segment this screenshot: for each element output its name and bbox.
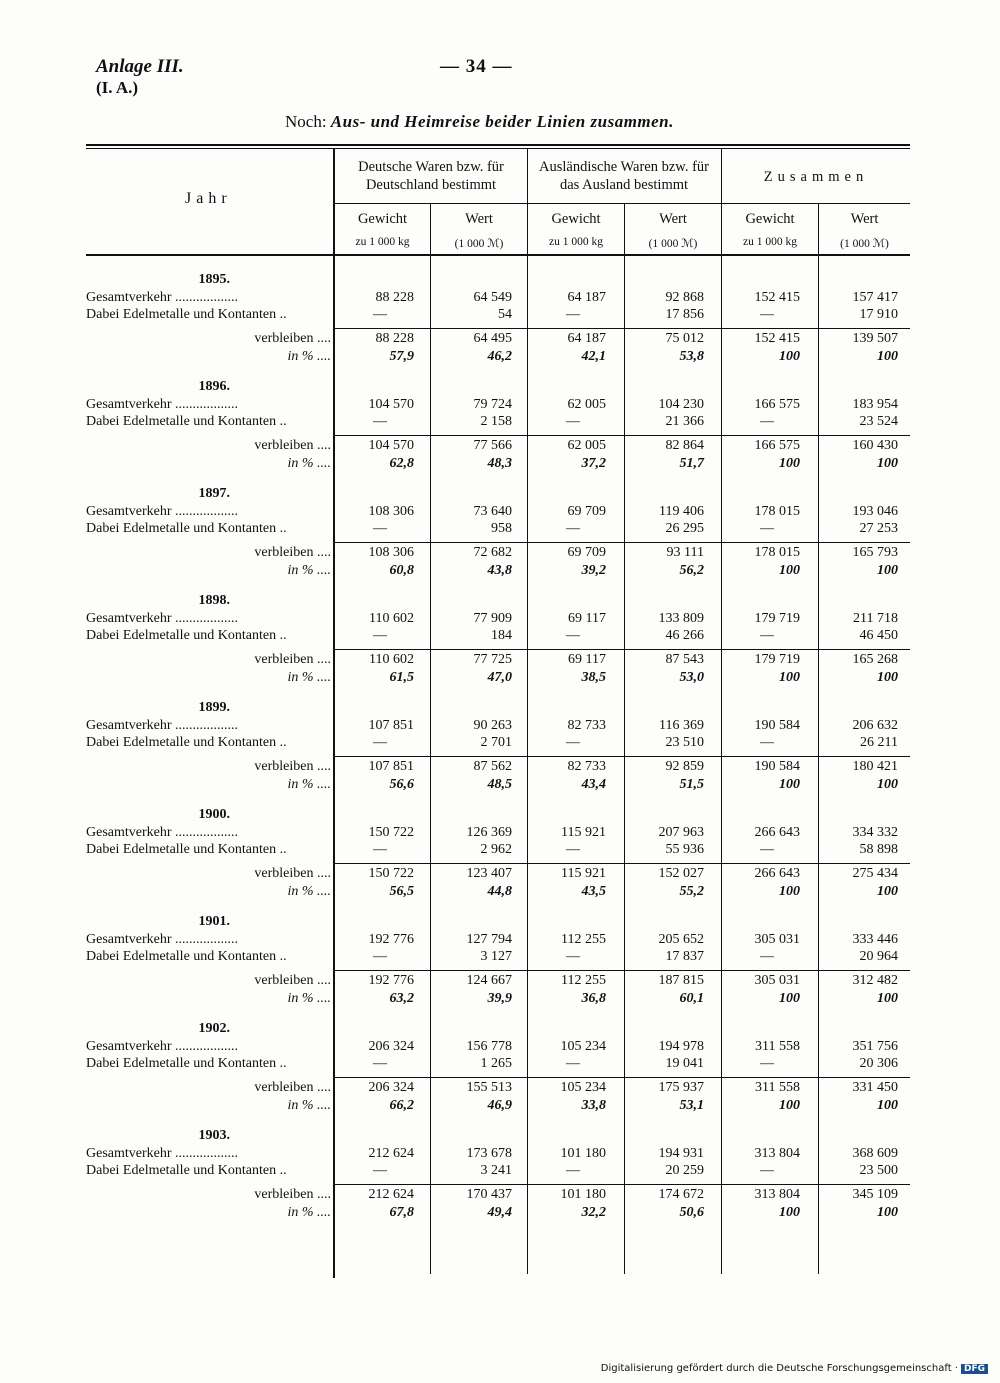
table-cell: 55,2 <box>679 884 704 899</box>
table-cell: 33,8 <box>581 1098 606 1113</box>
table-cell: 93 111 <box>666 545 704 560</box>
row-label-gesamt: Gesamtverkehr .................. <box>86 290 239 305</box>
table-cell: — <box>373 521 387 536</box>
table-cell: — <box>373 414 387 429</box>
table-cell: 104 230 <box>658 397 704 412</box>
table-cell: 126 369 <box>466 825 512 840</box>
table-cell: 72 682 <box>473 545 512 560</box>
table-cell: 79 724 <box>473 397 512 412</box>
table-cell: 53,0 <box>679 670 704 685</box>
row-label-pct: in % .... <box>287 1098 331 1113</box>
row-label-dabei: Dabei Edelmetalle und Kontanten .. <box>86 1056 287 1071</box>
table-cell: 174 672 <box>658 1187 704 1202</box>
table-cell: 100 <box>779 1205 800 1220</box>
table-cell: 194 978 <box>658 1039 704 1054</box>
table-cell: — <box>760 1163 774 1178</box>
table-cell: 60,8 <box>389 563 414 578</box>
table-cell: 75 012 <box>665 331 704 346</box>
table-cell: 173 678 <box>466 1146 512 1161</box>
table-cell: 206 632 <box>852 718 898 733</box>
header-bottom-rule <box>86 254 910 256</box>
column-header-2: Gewicht <box>551 211 601 227</box>
row-label-gesamt: Gesamtverkehr .................. <box>86 1146 239 1161</box>
table-cell: 36,8 <box>581 991 606 1006</box>
row-label-verbleiben: verbleiben .... <box>254 1080 331 1095</box>
row-label-verbleiben: verbleiben .... <box>254 759 331 774</box>
table-cell: 90 263 <box>473 718 512 733</box>
table-cell: 175 937 <box>658 1080 704 1095</box>
table-cell: — <box>566 628 580 643</box>
table-cell: 206 324 <box>368 1080 414 1095</box>
table-cell: 139 507 <box>852 331 898 346</box>
table-cell: 62,8 <box>389 456 414 471</box>
column-header-5: Wert <box>850 211 879 227</box>
table-cell: 82 733 <box>567 759 606 774</box>
table-cell: 69 117 <box>568 611 606 626</box>
group-header-foreign: Ausländische Waren bzw. für das Ausland bestimmt <box>539 159 709 193</box>
table-cell: 190 584 <box>754 718 800 733</box>
table-cell: 165 268 <box>852 652 898 667</box>
table-cell: 100 <box>877 777 898 792</box>
table-cell: 26 295 <box>665 521 704 536</box>
table-cell: — <box>760 949 774 964</box>
table-cell: 100 <box>877 991 898 1006</box>
table-cell: 17 856 <box>665 307 704 322</box>
row-label-pct: in % .... <box>287 991 331 1006</box>
table-cell: 193 046 <box>852 504 898 519</box>
table-cell: 104 570 <box>368 438 414 453</box>
table-cell: 183 954 <box>852 397 898 412</box>
row-label-verbleiben: verbleiben .... <box>254 866 331 881</box>
row-label-dabei: Dabei Edelmetalle und Kontanten .. <box>86 307 287 322</box>
table-cell: 19 041 <box>665 1056 704 1071</box>
table-cell: 345 109 <box>852 1187 898 1202</box>
table-cell: 51,5 <box>679 777 704 792</box>
table-cell: — <box>373 735 387 750</box>
table-cell: 192 776 <box>368 932 414 947</box>
table-cell: 115 921 <box>561 866 606 881</box>
table-cell: 2 158 <box>480 414 512 429</box>
table-cell: 105 234 <box>560 1080 606 1095</box>
row-label-dabei: Dabei Edelmetalle und Kontanten .. <box>86 521 287 536</box>
table-cell: 100 <box>779 456 800 471</box>
table-cell: 112 255 <box>561 973 606 988</box>
row-label-verbleiben: verbleiben .... <box>254 1187 331 1202</box>
row-label-pct: in % .... <box>287 670 331 685</box>
table-cell: 170 437 <box>466 1187 512 1202</box>
subtotal-rule <box>335 649 910 650</box>
table-cell: — <box>760 521 774 536</box>
footer-text: Digitalisierung gefördert durch die Deutsche Forschungsgemeinschaft · <box>600 1363 958 1374</box>
row-label-dabei: Dabei Edelmetalle und Kontanten .. <box>86 949 287 964</box>
row-label-pct: in % .... <box>287 456 331 471</box>
subtotal-rule <box>335 542 910 543</box>
table-cell: 115 921 <box>561 825 606 840</box>
year-heading: 1903. <box>198 1128 230 1143</box>
table-cell: 150 722 <box>368 825 414 840</box>
table-cell: 21 366 <box>665 414 704 429</box>
table-cell: 26 211 <box>860 735 898 750</box>
year-heading: 1901. <box>198 914 230 929</box>
table-cell: 152 027 <box>658 866 704 881</box>
table-cell: 56,5 <box>389 884 414 899</box>
table-cell: 334 332 <box>852 825 898 840</box>
table-cell: 108 306 <box>368 545 414 560</box>
table-cell: 100 <box>877 456 898 471</box>
table-cell: — <box>566 414 580 429</box>
table-cell: 112 255 <box>561 932 606 947</box>
table-cell: 212 624 <box>368 1187 414 1202</box>
table-cell: 1 265 <box>480 1056 512 1071</box>
table-cell: 64 495 <box>473 331 512 346</box>
table-cell: 39,9 <box>487 991 512 1006</box>
table-cell: — <box>566 949 580 964</box>
table-cell: 49,4 <box>487 1205 512 1220</box>
table-cell: 152 415 <box>754 290 800 305</box>
column-unit-3: (1 000 ℳ) <box>648 238 698 250</box>
row-label-gesamt: Gesamtverkehr .................. <box>86 504 239 519</box>
table-cell: 44,8 <box>487 884 512 899</box>
table-top-rule <box>86 144 910 146</box>
table-cell: 2 962 <box>480 842 512 857</box>
table-cell: — <box>373 628 387 643</box>
table-cell: 368 609 <box>852 1146 898 1161</box>
row-label-gesamt: Gesamtverkehr .................. <box>86 397 239 412</box>
group-header-total: Zusammen <box>763 169 869 185</box>
table-cell: 61,5 <box>389 670 414 685</box>
table-cell: 64 187 <box>567 290 606 305</box>
table-cell: 88 228 <box>375 331 414 346</box>
table-cell: 100 <box>779 349 800 364</box>
appendix-sublabel: (I. A.) <box>96 78 139 97</box>
table-cell: — <box>373 1163 387 1178</box>
table-cell: 56,2 <box>679 563 704 578</box>
table-cell: 38,5 <box>581 670 606 685</box>
table-cell: 43,8 <box>487 563 512 578</box>
table-cell: 3 127 <box>480 949 512 964</box>
table-cell: — <box>566 1163 580 1178</box>
table-cell: 190 584 <box>754 759 800 774</box>
table-cell: — <box>566 307 580 322</box>
table-cell: 60,1 <box>679 991 704 1006</box>
table-cell: 43,5 <box>581 884 606 899</box>
column-header-3: Wert <box>659 211 687 227</box>
table-cell: 77 566 <box>473 438 512 453</box>
table-cell: 64 187 <box>567 331 606 346</box>
table-cell: 48,3 <box>487 456 512 471</box>
table-cell: — <box>760 1056 774 1071</box>
table-cell: 53,8 <box>679 349 704 364</box>
table-cell: 101 180 <box>560 1146 606 1161</box>
subtotal-rule <box>335 1077 910 1078</box>
table-cell: 50,6 <box>679 1205 704 1220</box>
table-cell: 313 804 <box>754 1187 800 1202</box>
table-cell: 37,2 <box>581 456 606 471</box>
table-cell: 166 575 <box>754 438 800 453</box>
table-cell: 100 <box>877 1098 898 1113</box>
table-cell: 57,9 <box>389 349 414 364</box>
table-cell: 42,1 <box>581 349 606 364</box>
row-label-dabei: Dabei Edelmetalle und Kontanten .. <box>86 842 287 857</box>
table-cell: 92 868 <box>665 290 704 305</box>
table-cell: 67,8 <box>389 1205 414 1220</box>
subtotal-rule <box>335 970 910 971</box>
table-cell: 43,4 <box>581 777 606 792</box>
subtotal-rule <box>335 328 910 329</box>
row-label-pct: in % .... <box>287 1205 331 1220</box>
column-unit-0: zu 1 000 kg <box>355 236 410 248</box>
funding-footer <box>601 1363 988 1374</box>
table-cell: 119 406 <box>659 504 704 519</box>
table-cell: 56,6 <box>389 777 414 792</box>
table-cell: 305 031 <box>754 932 800 947</box>
table-cell: 48,5 <box>487 777 512 792</box>
subtitle-prefix: Noch: <box>285 112 327 131</box>
table-cell: — <box>760 735 774 750</box>
table-cell: 47,0 <box>487 670 512 685</box>
table-cell: 958 <box>491 521 512 536</box>
table-cell: 180 421 <box>852 759 898 774</box>
table-cell: 46,2 <box>487 349 512 364</box>
table-cell: 69 709 <box>567 504 606 519</box>
row-label-verbleiben: verbleiben .... <box>254 652 331 667</box>
table-cell: 46,9 <box>487 1098 512 1113</box>
table-cell: 212 624 <box>368 1146 414 1161</box>
table-cell: 123 407 <box>466 866 512 881</box>
table-cell: 62 005 <box>567 397 606 412</box>
column-unit-5: (1 000 ℳ) <box>840 238 889 250</box>
table-cell: 205 652 <box>658 932 704 947</box>
table-cell: 100 <box>779 884 800 899</box>
table-cell: 100 <box>877 884 898 899</box>
table-cell: 107 851 <box>368 718 414 733</box>
table-cell: 20 306 <box>859 1056 898 1071</box>
appendix-label: Anlage III. <box>96 56 184 77</box>
table-cell: 194 931 <box>658 1146 704 1161</box>
table-cell: 64 549 <box>473 290 512 305</box>
table-cell: 166 575 <box>754 397 800 412</box>
table-cell: 82 864 <box>665 438 704 453</box>
subtitle-text: Aus- und Heimreise beider Linien zusammen. <box>330 112 674 131</box>
table-cell: 108 306 <box>368 504 414 519</box>
group-header-german: Deutsche Waren bzw. für Deutschland bestimmt <box>358 159 504 193</box>
table-cell: 53,1 <box>679 1098 704 1113</box>
table-cell: 77 909 <box>473 611 512 626</box>
table-cell: 178 015 <box>754 545 800 560</box>
group-header-rule <box>335 203 910 204</box>
table-cell: 20 964 <box>859 949 898 964</box>
page-number: — 34 — <box>440 56 513 77</box>
table-cell: — <box>760 842 774 857</box>
table-cell: — <box>373 307 387 322</box>
table-cell: 187 815 <box>658 973 704 988</box>
row-label-verbleiben: verbleiben .... <box>254 545 331 560</box>
year-heading: 1895. <box>198 272 230 287</box>
row-label-dabei: Dabei Edelmetalle und Kontanten .. <box>86 1163 287 1178</box>
table-cell: — <box>566 521 580 536</box>
table-cell: 100 <box>779 670 800 685</box>
page-subtitle <box>285 112 674 132</box>
subtotal-rule <box>335 863 910 864</box>
table-cell: 82 733 <box>567 718 606 733</box>
column-unit-1: (1 000 ℳ) <box>454 238 504 250</box>
year-heading: 1898. <box>198 593 230 608</box>
table-cell: 87 562 <box>473 759 512 774</box>
row-label-gesamt: Gesamtverkehr .................. <box>86 611 239 626</box>
table-cell: 101 180 <box>560 1187 606 1202</box>
table-cell: 331 450 <box>852 1080 898 1095</box>
subtotal-rule <box>335 1184 910 1185</box>
row-label-verbleiben: verbleiben .... <box>254 973 331 988</box>
column-unit-4: zu 1 000 kg <box>743 236 797 248</box>
table-cell: — <box>760 628 774 643</box>
subtotal-rule <box>335 435 910 436</box>
table-cell: 165 793 <box>852 545 898 560</box>
table-cell: 23 500 <box>859 1163 898 1178</box>
table-cell: 63,2 <box>389 991 414 1006</box>
table-cell: 100 <box>877 1205 898 1220</box>
table-cell: — <box>373 949 387 964</box>
table-cell: 305 031 <box>754 973 800 988</box>
table-cell: 110 602 <box>369 652 414 667</box>
table-cell: 46 266 <box>665 628 704 643</box>
row-label-pct: in % .... <box>287 777 331 792</box>
table-cell: 88 228 <box>375 290 414 305</box>
table-cell: 313 804 <box>754 1146 800 1161</box>
table-cell: 27 253 <box>859 521 898 536</box>
table-cell: 184 <box>491 628 512 643</box>
table-cell: 69 117 <box>568 652 606 667</box>
table-cell: 69 709 <box>567 545 606 560</box>
table-cell: 55 936 <box>665 842 704 857</box>
table-cell: — <box>373 1056 387 1071</box>
table-cell: 46 450 <box>859 628 898 643</box>
table-top-rule-thin <box>86 148 910 149</box>
table-cell: — <box>566 1056 580 1071</box>
table-cell: 150 722 <box>368 866 414 881</box>
table-cell: 157 417 <box>852 290 898 305</box>
table-cell: 207 963 <box>658 825 704 840</box>
table-cell: 77 725 <box>473 652 512 667</box>
table-cell: 23 524 <box>859 414 898 429</box>
table-cell: 58 898 <box>859 842 898 857</box>
year-heading: 1902. <box>198 1021 230 1036</box>
table-cell: 100 <box>877 349 898 364</box>
table-cell: 2 701 <box>480 735 512 750</box>
table-cell: — <box>760 414 774 429</box>
table-cell: 100 <box>779 1098 800 1113</box>
table-cell: 32,2 <box>581 1205 606 1220</box>
table-cell: 39,2 <box>581 563 606 578</box>
table-cell: — <box>566 842 580 857</box>
table-cell: 155 513 <box>466 1080 512 1095</box>
year-heading: 1899. <box>198 700 230 715</box>
table-cell: 116 369 <box>659 718 704 733</box>
table-cell: 105 234 <box>560 1039 606 1054</box>
table-cell: 66,2 <box>389 1098 414 1113</box>
year-heading: 1896. <box>198 379 230 394</box>
table-cell: 100 <box>877 563 898 578</box>
table-cell: 20 259 <box>665 1163 704 1178</box>
table-cell: — <box>760 307 774 322</box>
column-header-4: Gewicht <box>745 211 795 227</box>
row-label-verbleiben: verbleiben .... <box>254 438 331 453</box>
table-cell: 104 570 <box>368 397 414 412</box>
year-column-header: Jahr <box>185 190 232 207</box>
row-label-pct: in % .... <box>287 349 331 364</box>
table-cell: 100 <box>779 777 800 792</box>
table-cell: 311 558 <box>755 1080 800 1095</box>
table-cell: 124 667 <box>466 973 512 988</box>
table-cell: 107 851 <box>368 759 414 774</box>
table-cell: 133 809 <box>658 611 704 626</box>
row-label-gesamt: Gesamtverkehr .................. <box>86 1039 239 1054</box>
year-heading: 1900. <box>198 807 230 822</box>
column-header-1: Wert <box>465 211 493 227</box>
table-cell: 100 <box>779 991 800 1006</box>
table-cell: 211 718 <box>853 611 898 626</box>
table-cell: 160 430 <box>852 438 898 453</box>
row-label-gesamt: Gesamtverkehr .................. <box>86 825 239 840</box>
subtotal-rule <box>335 756 910 757</box>
row-label-gesamt: Gesamtverkehr .................. <box>86 932 239 947</box>
table-cell: 333 446 <box>852 932 898 947</box>
row-label-pct: in % .... <box>287 563 331 578</box>
row-label-pct: in % .... <box>287 884 331 899</box>
table-cell: 17 837 <box>665 949 704 964</box>
table-cell: 110 602 <box>369 611 414 626</box>
table-cell: 178 015 <box>754 504 800 519</box>
table-cell: 17 910 <box>859 307 898 322</box>
table-cell: 311 558 <box>755 1039 800 1054</box>
table-cell: 275 434 <box>852 866 898 881</box>
row-label-dabei: Dabei Edelmetalle und Kontanten .. <box>86 414 287 429</box>
row-label-dabei: Dabei Edelmetalle und Kontanten .. <box>86 628 287 643</box>
table-cell: 73 640 <box>473 504 512 519</box>
table-cell: 152 415 <box>754 331 800 346</box>
table-cell: 3 241 <box>480 1163 512 1178</box>
row-label-gesamt: Gesamtverkehr .................. <box>86 718 239 733</box>
row-label-dabei: Dabei Edelmetalle und Kontanten .. <box>86 735 287 750</box>
table-cell: 100 <box>877 670 898 685</box>
table-cell: 266 643 <box>754 866 800 881</box>
table-cell: 51,7 <box>679 456 704 471</box>
table-cell: 54 <box>498 307 512 322</box>
row-label-verbleiben: verbleiben .... <box>254 331 331 346</box>
table-cell: 62 005 <box>567 438 606 453</box>
table-cell: 266 643 <box>754 825 800 840</box>
table-cell: 351 756 <box>852 1039 898 1054</box>
table-cell: 179 719 <box>754 611 800 626</box>
table-cell: 206 324 <box>368 1039 414 1054</box>
table-cell: 312 482 <box>852 973 898 988</box>
table-cell: 192 776 <box>368 973 414 988</box>
table-cell: — <box>566 735 580 750</box>
table-cell: 92 859 <box>665 759 704 774</box>
dfg-logo: DFG <box>961 1364 988 1374</box>
table-cell: 23 510 <box>665 735 704 750</box>
column-header-0: Gewicht <box>357 211 408 227</box>
table-cell: 127 794 <box>466 932 512 947</box>
table-cell: 100 <box>779 563 800 578</box>
table-cell: 179 719 <box>754 652 800 667</box>
column-unit-2: zu 1 000 kg <box>549 236 603 248</box>
table-cell: 156 778 <box>466 1039 512 1054</box>
table-cell: 87 543 <box>665 652 704 667</box>
table-cell: — <box>373 842 387 857</box>
year-heading: 1897. <box>198 486 230 501</box>
